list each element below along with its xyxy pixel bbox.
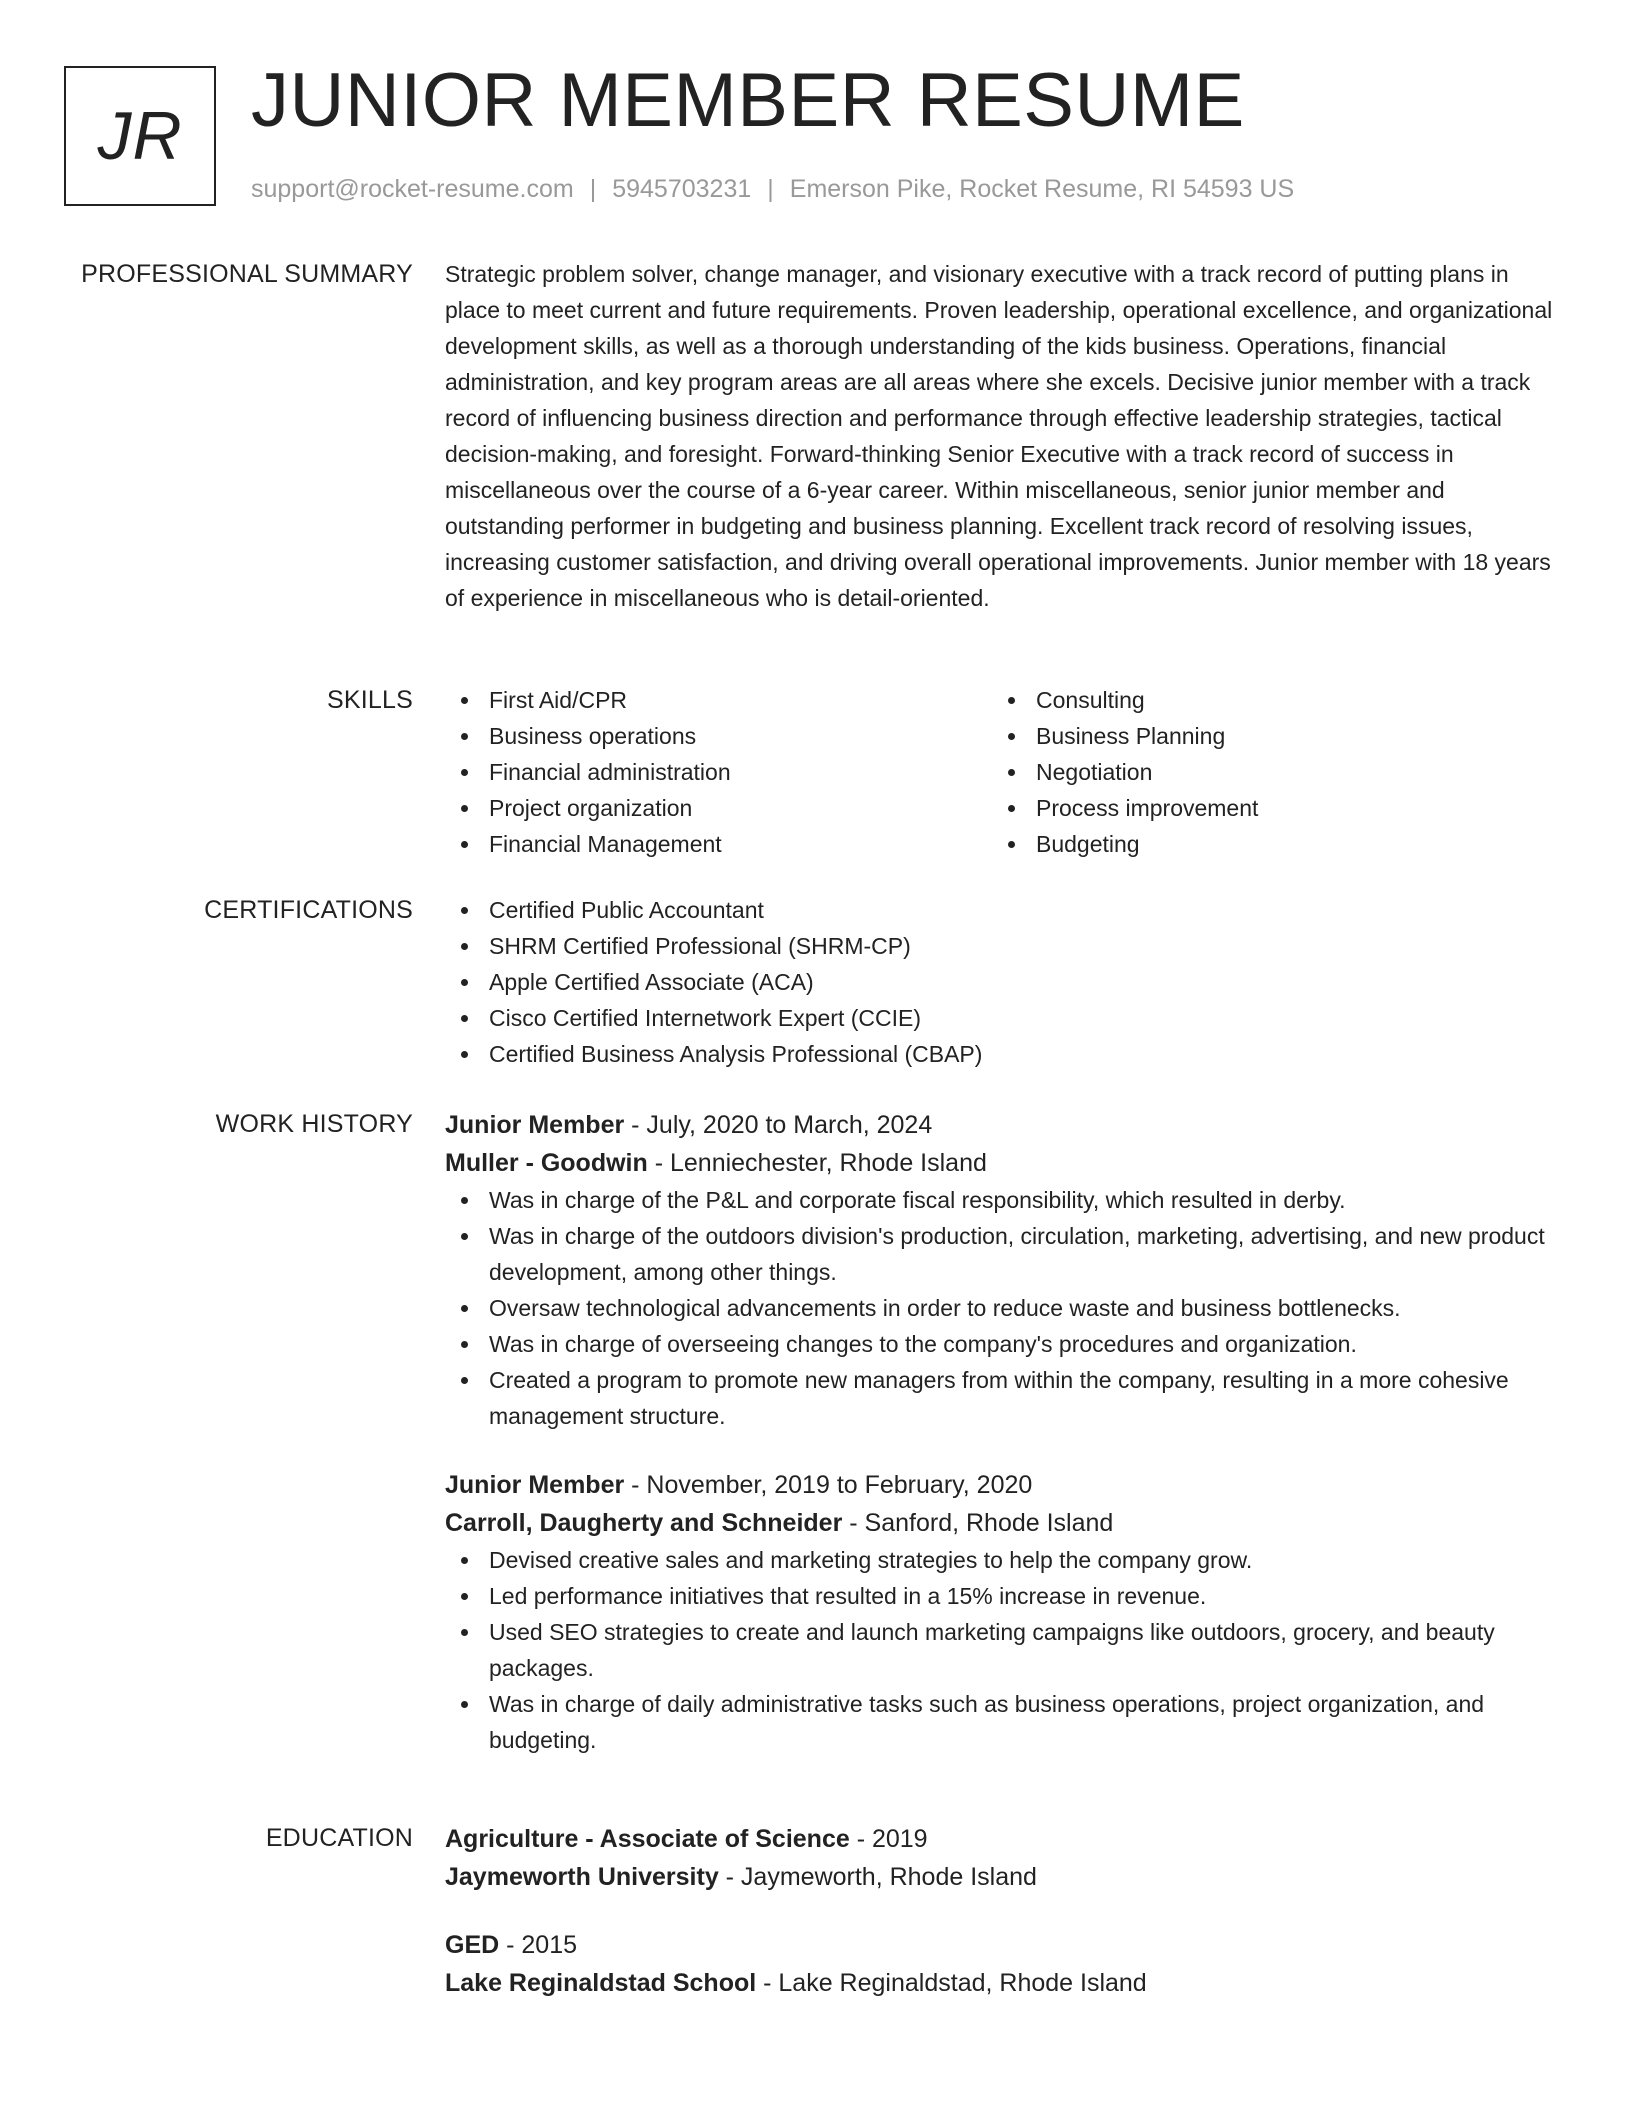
section-label: CERTIFICATIONS bbox=[204, 896, 413, 924]
list-item: First Aid/CPR bbox=[445, 682, 992, 718]
job-location: - Sanford, Rhode Island bbox=[842, 1509, 1114, 1537]
education-school: Lake Reginaldstad School bbox=[445, 1969, 757, 1997]
list-item: SHRM Certified Professional (SHRM-CP) bbox=[445, 928, 1555, 964]
section-label: PROFESSIONAL SUMMARY bbox=[81, 260, 413, 288]
job-company: Carroll, Daugherty and Schneider bbox=[445, 1509, 843, 1537]
education-location: - Jaymeworth, Rhode Island bbox=[718, 1863, 1037, 1891]
work-history-body bbox=[445, 1106, 1555, 1758]
education-entry bbox=[445, 1820, 1555, 1896]
job-bullets bbox=[445, 1182, 1555, 1434]
list-item: Project organization bbox=[445, 790, 992, 826]
certifications-body bbox=[445, 892, 1555, 1072]
education-school-line bbox=[445, 1858, 1555, 1896]
education-degree: Agriculture - Associate of Science bbox=[445, 1825, 850, 1853]
job-entry bbox=[445, 1106, 1555, 1434]
job-location: - Lenniechester, Rhode Island bbox=[647, 1149, 987, 1177]
education-degree-line bbox=[445, 1820, 1555, 1858]
education-entry bbox=[445, 1926, 1555, 2002]
list-item: Financial Management bbox=[445, 826, 992, 862]
education-location: - Lake Reginaldstad, Rhode Island bbox=[756, 1969, 1147, 1997]
job-company-line bbox=[445, 1504, 1555, 1542]
summary-text: Strategic problem solver, change manager, and visionary executive with a track record of putting plans in place to meet current and future requirements. Proven leadership, operational excellence, and organizational development skills, as well as a thorough understanding of the kids business. Operations, financial administration, and key program areas are all areas where she excels. Decisive junior member with a track record of influencing business direction and performance through effective leadership strategies, tactical decision-making, and foresight. Forward-thinking Senior Executive with a track record of success in miscellaneous over the course of a 6-year career. Within miscellaneous, senior junior member and outstanding performer in budgeting and business planning. Excellent track record of resolving issues, increasing customer satisfaction, and driving overall operational improvements. Junior member with 18 years of experience in miscellaneous who is detail-oriented. bbox=[445, 261, 1553, 611]
contact-line bbox=[251, 172, 1294, 206]
job-bullets bbox=[445, 1542, 1555, 1758]
list-item: Oversaw technological advancements in order to reduce waste and business bottlenecks. bbox=[445, 1290, 1555, 1326]
job-dates: - July, 2020 to March, 2024 bbox=[624, 1111, 933, 1139]
section-label: WORK HISTORY bbox=[215, 1110, 413, 1138]
education-degree: GED bbox=[445, 1931, 500, 1959]
resume-title: JUNIOR MEMBER RESUME bbox=[251, 58, 1245, 143]
education-year: - 2015 bbox=[499, 1931, 578, 1959]
job-entry bbox=[445, 1466, 1555, 1758]
certifications-list bbox=[445, 892, 1555, 1072]
list-item: Used SEO strategies to create and launch marketing campaigns like outdoors, grocery, and beauty packages. bbox=[445, 1614, 1555, 1686]
list-item: Certified Business Analysis Professional (CBAP) bbox=[445, 1036, 1555, 1072]
list-item: Was in charge of overseeing changes to the company's procedures and organization. bbox=[445, 1326, 1555, 1362]
list-item: Business Planning bbox=[992, 718, 1539, 754]
monogram-initials: JR bbox=[97, 98, 183, 174]
education-school: Jaymeworth University bbox=[445, 1863, 719, 1891]
list-item: Certified Public Accountant bbox=[445, 892, 1555, 928]
skills-grid bbox=[445, 682, 1555, 862]
contact-separator: | bbox=[767, 175, 774, 203]
list-item: Negotiation bbox=[992, 754, 1539, 790]
section-label: SKILLS bbox=[327, 686, 413, 714]
job-title: Junior Member bbox=[445, 1471, 625, 1499]
list-item: Apple Certified Associate (ACA) bbox=[445, 964, 1555, 1000]
education-degree-line bbox=[445, 1926, 1555, 1964]
education-year: - 2019 bbox=[849, 1825, 928, 1853]
list-item: Was in charge of daily administrative tasks such as business operations, project organization, and budgeting. bbox=[445, 1686, 1555, 1758]
summary-body bbox=[445, 256, 1555, 616]
list-item: Devised creative sales and marketing strategies to help the company grow. bbox=[445, 1542, 1555, 1578]
job-title-line bbox=[445, 1466, 1555, 1504]
contact-email: support@rocket-resume.com bbox=[251, 175, 574, 203]
section-label: EDUCATION bbox=[265, 1824, 413, 1852]
job-dates: - November, 2019 to February, 2020 bbox=[624, 1471, 1033, 1499]
list-item: Created a program to promote new managers from within the company, resulting in a more cohesive management structure. bbox=[445, 1362, 1555, 1434]
education-body bbox=[445, 1820, 1555, 2002]
skills-body bbox=[445, 682, 1555, 862]
contact-separator: | bbox=[589, 175, 597, 203]
list-item: Was in charge of the P&L and corporate fiscal responsibility, which resulted in derby. bbox=[445, 1182, 1555, 1218]
list-item: Business operations bbox=[445, 718, 992, 754]
job-company: Muller - Goodwin bbox=[445, 1149, 648, 1177]
contact-address: Emerson Pike, Rocket Resume, RI 54593 US bbox=[789, 175, 1295, 203]
list-item: Budgeting bbox=[992, 826, 1539, 862]
contact-phone: 5945703231 bbox=[612, 175, 752, 203]
job-title: Junior Member bbox=[445, 1111, 625, 1139]
job-company-line bbox=[445, 1144, 1555, 1182]
list-item: Cisco Certified Internetwork Expert (CCIE) bbox=[445, 1000, 1555, 1036]
job-title-line bbox=[445, 1106, 1555, 1144]
list-item: Was in charge of the outdoors division's production, circulation, marketing, advertising, and new product development, among other things. bbox=[445, 1218, 1555, 1290]
list-item: Financial administration bbox=[445, 754, 992, 790]
education-school-line bbox=[445, 1964, 1555, 2002]
skills-list-right bbox=[992, 682, 1539, 862]
skills-list-left bbox=[445, 682, 992, 862]
monogram-box bbox=[64, 66, 216, 206]
list-item: Led performance initiatives that resulted in a 15% increase in revenue. bbox=[445, 1578, 1555, 1614]
list-item: Consulting bbox=[992, 682, 1539, 718]
list-item: Process improvement bbox=[992, 790, 1539, 826]
